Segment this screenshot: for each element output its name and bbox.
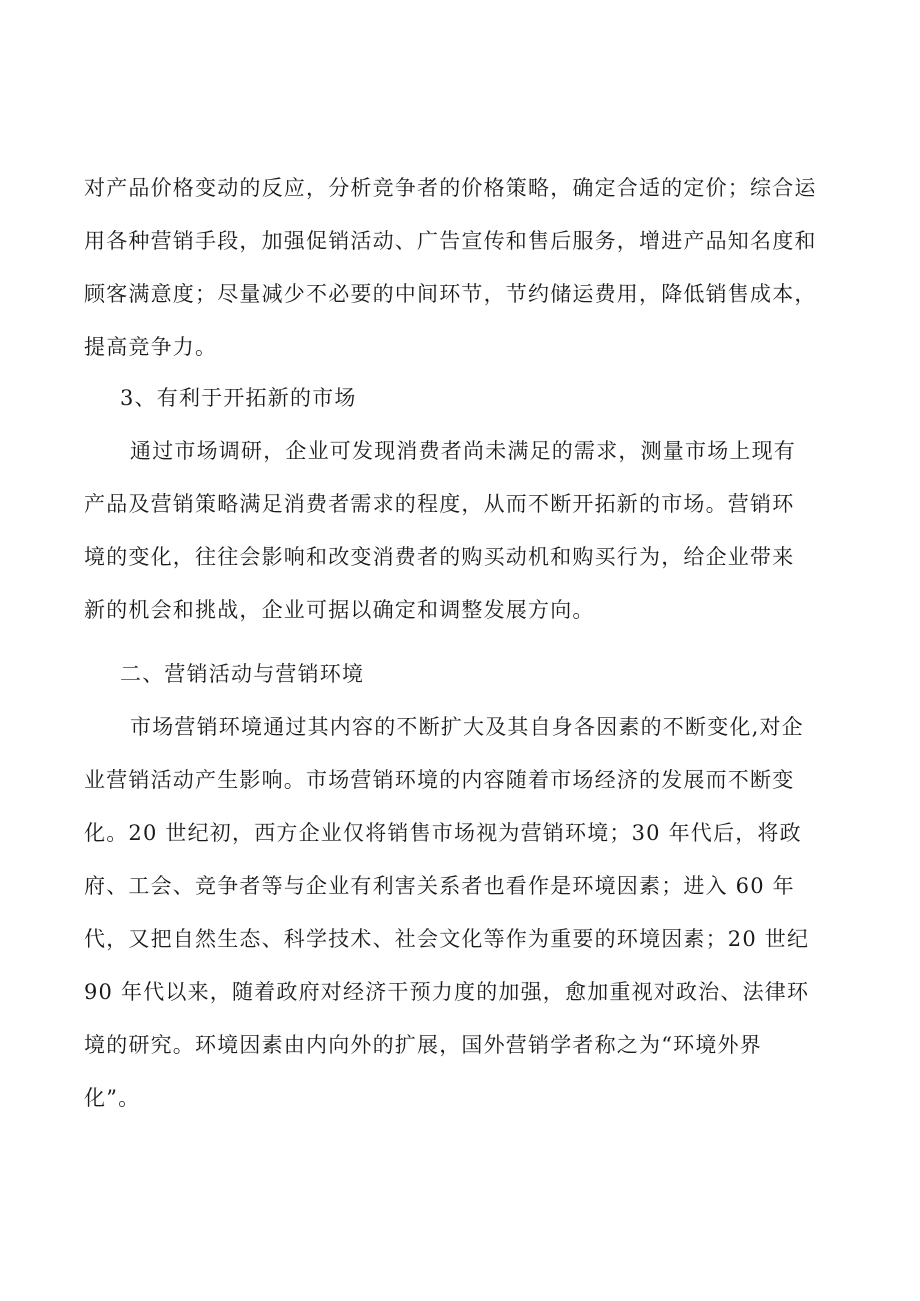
- paragraph-line: 顾客满意度；尽量减少不必要的中间环节，节约储运费用，降低销售成本，: [84, 282, 817, 306]
- paragraph-line: 化。20 世纪初，西方企业仅将销售市场视为营销环境；30 年代后，将政: [84, 821, 802, 845]
- paragraph-line: 通过市场调研，企业可发现消费者尚未满足的需求，测量市场上现有: [130, 439, 796, 463]
- paragraph-line: 业营销活动产生影响。市场营销环境的内容随着市场经济的发展而不断变: [84, 768, 795, 792]
- section-heading-2: 二、营销活动与营销环境: [120, 662, 365, 686]
- paragraph-line: 境的变化，往往会影响和改变消费者的购买动机和购买行为，给企业带来: [84, 545, 795, 569]
- paragraph-line: 市场营销环境通过其内容的不断扩大及其自身各因素的不断变化,对企: [130, 715, 804, 739]
- section-heading-3: 3、有利于开拓新的市场: [120, 386, 357, 410]
- paragraph-line: 90 年代以来，随着政府对经济干预力度的加强，愈加重视对政治、法律环: [84, 980, 810, 1004]
- paragraph-line: 化”。: [84, 1086, 141, 1110]
- paragraph-line: 对产品价格变动的反应，分析竞争者的价格策略，确定合适的定价；综合运: [84, 176, 817, 200]
- paragraph-line: 用各种营销手段，加强促销活动、广告宣传和售后服务，增进产品知名度和: [84, 229, 817, 253]
- paragraph-line: 境的研究。环境因素由内向外的扩展，国外营销学者称之为“环境外界: [84, 1033, 762, 1057]
- paragraph-line: 新的机会和挑战，企业可据以确定和调整发展方向。: [84, 598, 595, 622]
- paragraph-line: 府、工会、竞争者等与企业有利害关系者也看作是环境因素；进入 60 年: [84, 874, 795, 898]
- paragraph-line: 提高竞争力。: [84, 335, 218, 359]
- paragraph-line: 代，又把自然生态、科学技术、社会文化等作为重要的环境因素；20 世纪: [84, 927, 810, 951]
- paragraph-line: 产品及营销策略满足消费者需求的程度，从而不断开拓新的市场。营销环: [84, 492, 795, 516]
